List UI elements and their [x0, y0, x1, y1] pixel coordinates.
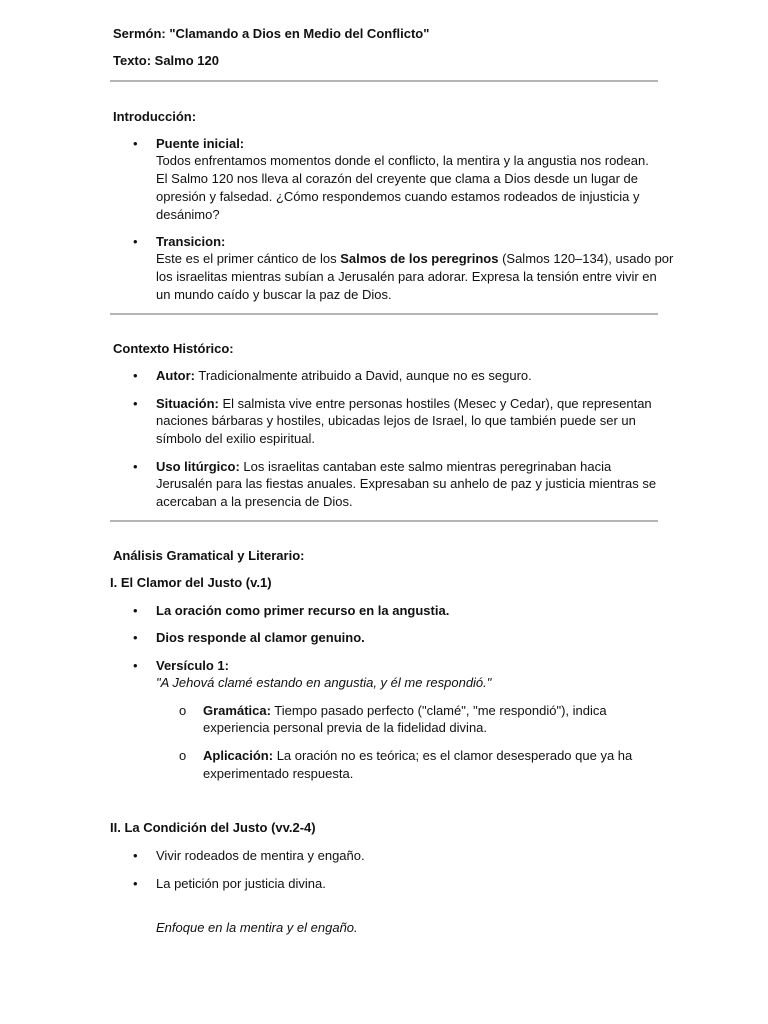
section-heading: II. La Condición del Justo (vv.2-4) — [110, 820, 316, 835]
text-run: La oración no es teórica; es el clamor desesperado que ya ha — [273, 748, 633, 763]
bullet-icon: • — [133, 630, 138, 645]
list-item: La oración como primer recurso en la angustia. — [156, 603, 450, 618]
context-item-text: Jerusalén para las fiestas anuales. Expresaban su anhelo de paz y justicia mientras se — [156, 476, 657, 491]
context-item — [156, 458, 611, 476]
text-run: Tradicionalmente atribuido a David, aunque no es seguro. — [195, 368, 532, 383]
context-item-label: Autor: — [156, 368, 195, 383]
context-item — [156, 367, 532, 385]
intro-item-text: Todos enfrentamos momentos donde el conflicto, la mentira y la angustia nos rodean. — [156, 153, 649, 168]
bullet-icon: • — [133, 876, 138, 891]
bullet-icon: • — [133, 368, 138, 383]
sub-item-label: Gramática: — [203, 703, 271, 718]
divider — [110, 80, 658, 82]
sub-bullet-icon: o — [179, 748, 187, 763]
context-item-label: Uso litúrgico: — [156, 459, 240, 474]
text-run: (Salmos 120–134), usado por — [498, 251, 674, 266]
sub-bullet-icon: o — [179, 703, 187, 718]
bullet-icon: • — [133, 396, 138, 411]
emphasis-text: Salmos de los peregrinos — [340, 251, 499, 266]
sub-item-text: experiencia personal previa de la fidelidad divina. — [203, 720, 488, 735]
intro-item-text: los israelitas mientras subían a Jerusalén para adorar. Expresa la tensión entre vivir en — [156, 269, 657, 284]
intro-heading: Introducción: — [113, 109, 197, 124]
bullet-icon: • — [133, 234, 138, 249]
bullet-icon: • — [133, 848, 138, 863]
context-item-text: símbolo del exilio espiritual. — [156, 431, 315, 446]
analysis-heading: Análisis Gramatical y Literario: — [113, 548, 305, 563]
context-item-label: Situación: — [156, 396, 219, 411]
sub-item-label: Aplicación: — [203, 748, 274, 763]
section-heading: I. El Clamor del Justo (v.1) — [110, 575, 272, 590]
text-run: Tiempo pasado perfecto ("clamé", "me respondió"), indica — [270, 703, 607, 718]
sermon-title: Sermón: "Clamando a Dios en Medio del Conflicto" — [113, 26, 430, 41]
text-run: Los israelitas cantaban este salmo mientras peregrinaban hacia — [239, 459, 612, 474]
bullet-icon: • — [133, 658, 138, 673]
sub-item — [203, 747, 632, 765]
bullet-icon: • — [133, 603, 138, 618]
list-item: La petición por justicia divina. — [156, 876, 326, 891]
intro-item-text: El Salmo 120 nos lleva al corazón del creyente que clama a Dios desde un lugar de — [156, 171, 639, 186]
bullet-icon: • — [133, 459, 138, 474]
list-item: Vivir rodeados de mentira y engaño. — [156, 848, 365, 863]
context-item — [156, 395, 652, 413]
intro-item-label: Puente inicial: — [156, 136, 245, 151]
sub-item — [203, 702, 607, 720]
verse-label: Versículo 1: — [156, 658, 229, 673]
divider — [110, 520, 658, 522]
focus-note: Enfoque en la mentira y el engaño. — [156, 920, 358, 935]
bullet-icon: • — [133, 136, 138, 151]
sub-item-text: experimentado respuesta. — [203, 766, 354, 781]
list-item: Dios responde al clamor genuino. — [156, 630, 365, 645]
text-run: El salmista vive entre personas hostiles (Mesec y Cedar), que representan — [218, 396, 652, 411]
intro-item-text: desánimo? — [156, 207, 220, 222]
intro-item-text — [156, 250, 673, 268]
context-item-text: acercaban a la presencia de Dios. — [156, 494, 353, 509]
intro-item-label: Transicion: — [156, 234, 226, 249]
scripture-text: Texto: Salmo 120 — [113, 53, 219, 68]
context-item-text: naciones bárbaras y hostiles, ubicadas lejos de Israel, lo que también puede ser un — [156, 413, 636, 428]
intro-item-text: opresión y falsedad. ¿Cómo respondemos cuando estamos rodeados de injusticia y — [156, 189, 640, 204]
divider — [110, 313, 658, 315]
intro-item-text: un mundo caído y buscar la paz de Dios. — [156, 287, 392, 302]
verse-quote: "A Jehová clamé estando en angustia, y él me respondió." — [156, 675, 492, 690]
text-run: Este es el primer cántico de los — [156, 251, 341, 266]
context-heading: Contexto Histórico: — [113, 341, 234, 356]
